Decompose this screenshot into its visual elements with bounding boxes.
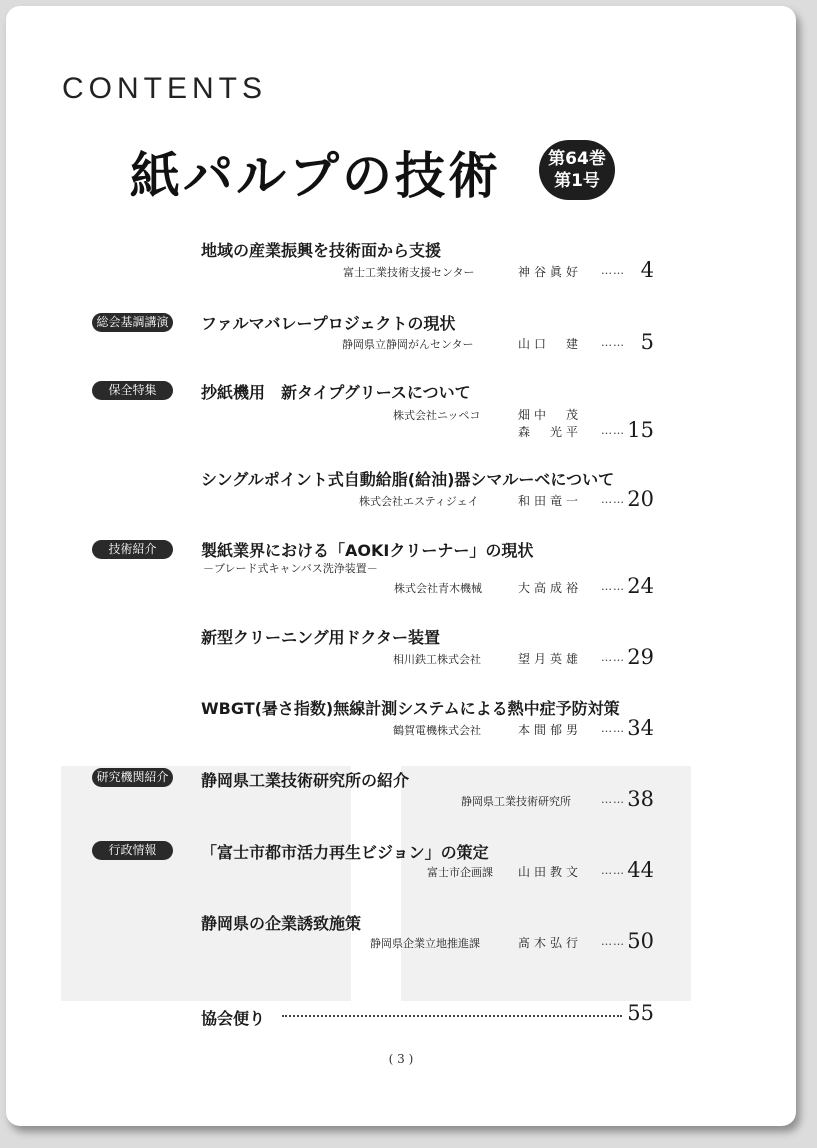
article-organization: 株式会社エスティジェイ: [359, 495, 479, 508]
volume-issue-badge: [539, 140, 615, 200]
article-author: 畑中 茂: [518, 408, 583, 422]
leader-dots: ……: [601, 935, 625, 948]
article-organization: 静岡県立静岡がんセンター: [342, 338, 474, 351]
contents-label: CONTENTS: [62, 72, 267, 105]
article-title[interactable]: シングルポイント式自動給脂(給油)器シマルーベについて: [201, 470, 615, 489]
article-author: 森 光平: [518, 425, 583, 439]
article-organization: 静岡県工業技術研究所: [461, 795, 571, 808]
article-author: 山田教文: [518, 865, 583, 879]
association-news-title[interactable]: 協会便り: [201, 1009, 266, 1028]
page-number[interactable]: 15: [627, 418, 654, 442]
article-author: 和田竜一: [518, 494, 583, 508]
article-organization: 鶴賀電機株式会社: [393, 724, 481, 737]
page-number[interactable]: 20: [627, 487, 654, 511]
page-number[interactable]: 34: [627, 716, 654, 740]
leader-dots: ……: [601, 336, 625, 349]
folio-page-number: ( 3 ): [388, 1052, 414, 1066]
page-number[interactable]: 44: [627, 858, 654, 882]
article-title[interactable]: 静岡県の企業誘致施策: [201, 914, 362, 933]
article-author: 望月英雄: [518, 652, 583, 666]
article-title[interactable]: 製紙業界における「AOKIクリーナー」の現状: [201, 541, 534, 560]
article-title[interactable]: ファルマバレープロジェクトの現状: [201, 314, 456, 333]
article-organization: 富士工業技術支援センター: [343, 266, 475, 279]
show-through-shadow: [61, 766, 351, 1001]
leader-dots: ……: [601, 493, 625, 506]
article-organization: 相川鉄工株式会社: [393, 653, 481, 666]
leader-dots: ……: [601, 722, 625, 735]
article-author: 本間郁男: [518, 723, 583, 737]
article-title[interactable]: WBGT(暑さ指数)無線計測システムによる熱中症予防対策: [201, 699, 620, 718]
article-title[interactable]: 地域の産業振興を技術面から支援: [201, 241, 442, 260]
category-tag: 保全特集: [92, 381, 173, 400]
article-title[interactable]: 「富士市都市活力再生ビジョン」の策定: [201, 843, 489, 862]
article-title[interactable]: 新型クリーニング用ドクター装置: [201, 628, 441, 647]
journal-title: 紙パルプの技術: [130, 147, 501, 205]
article-author: 髙木弘行: [518, 936, 583, 950]
article-subtitle: －ブレード式キャンバス洗浄装置－: [203, 562, 378, 575]
page-number[interactable]: 29: [627, 645, 654, 669]
leader-dots: ……: [601, 651, 625, 664]
leader-dots: ……: [601, 864, 625, 877]
page-number[interactable]: 5: [640, 330, 654, 354]
document-page: [6, 6, 796, 1126]
dotted-leader: [282, 1015, 622, 1017]
article-author: 神谷眞好: [518, 265, 583, 279]
leader-dots: ……: [601, 580, 625, 593]
page-number[interactable]: 38: [627, 787, 654, 811]
category-tag: 研究機関紹介: [92, 768, 173, 787]
page-number[interactable]: 50: [627, 929, 654, 953]
category-tag: 行政情報: [92, 841, 173, 860]
category-tag: 総会基調講演: [92, 313, 173, 332]
page-number[interactable]: 24: [627, 574, 654, 598]
page-number[interactable]: 4: [640, 258, 654, 282]
leader-dots: ……: [601, 793, 625, 806]
article-title[interactable]: 抄紙機用 新タイプグリースについて: [201, 383, 471, 402]
leader-dots: ……: [601, 264, 625, 277]
volume-label: 第64巻: [548, 149, 606, 169]
article-organization: 静岡県企業立地推進課: [370, 937, 480, 950]
article-author: 山口 建: [518, 337, 583, 351]
article-organization: 株式会社青木機械: [394, 582, 482, 595]
article-organization: 富士市企画課: [427, 866, 493, 879]
issue-label: 第1号: [554, 171, 600, 191]
page-number[interactable]: 55: [627, 1001, 654, 1025]
leader-dots: ……: [601, 424, 625, 437]
article-author: 大高成裕: [518, 581, 583, 595]
article-organization: 株式会社ニッペコ: [393, 409, 481, 422]
category-tag: 技術紹介: [92, 540, 173, 559]
article-title[interactable]: 静岡県工業技術研究所の紹介: [201, 771, 410, 790]
